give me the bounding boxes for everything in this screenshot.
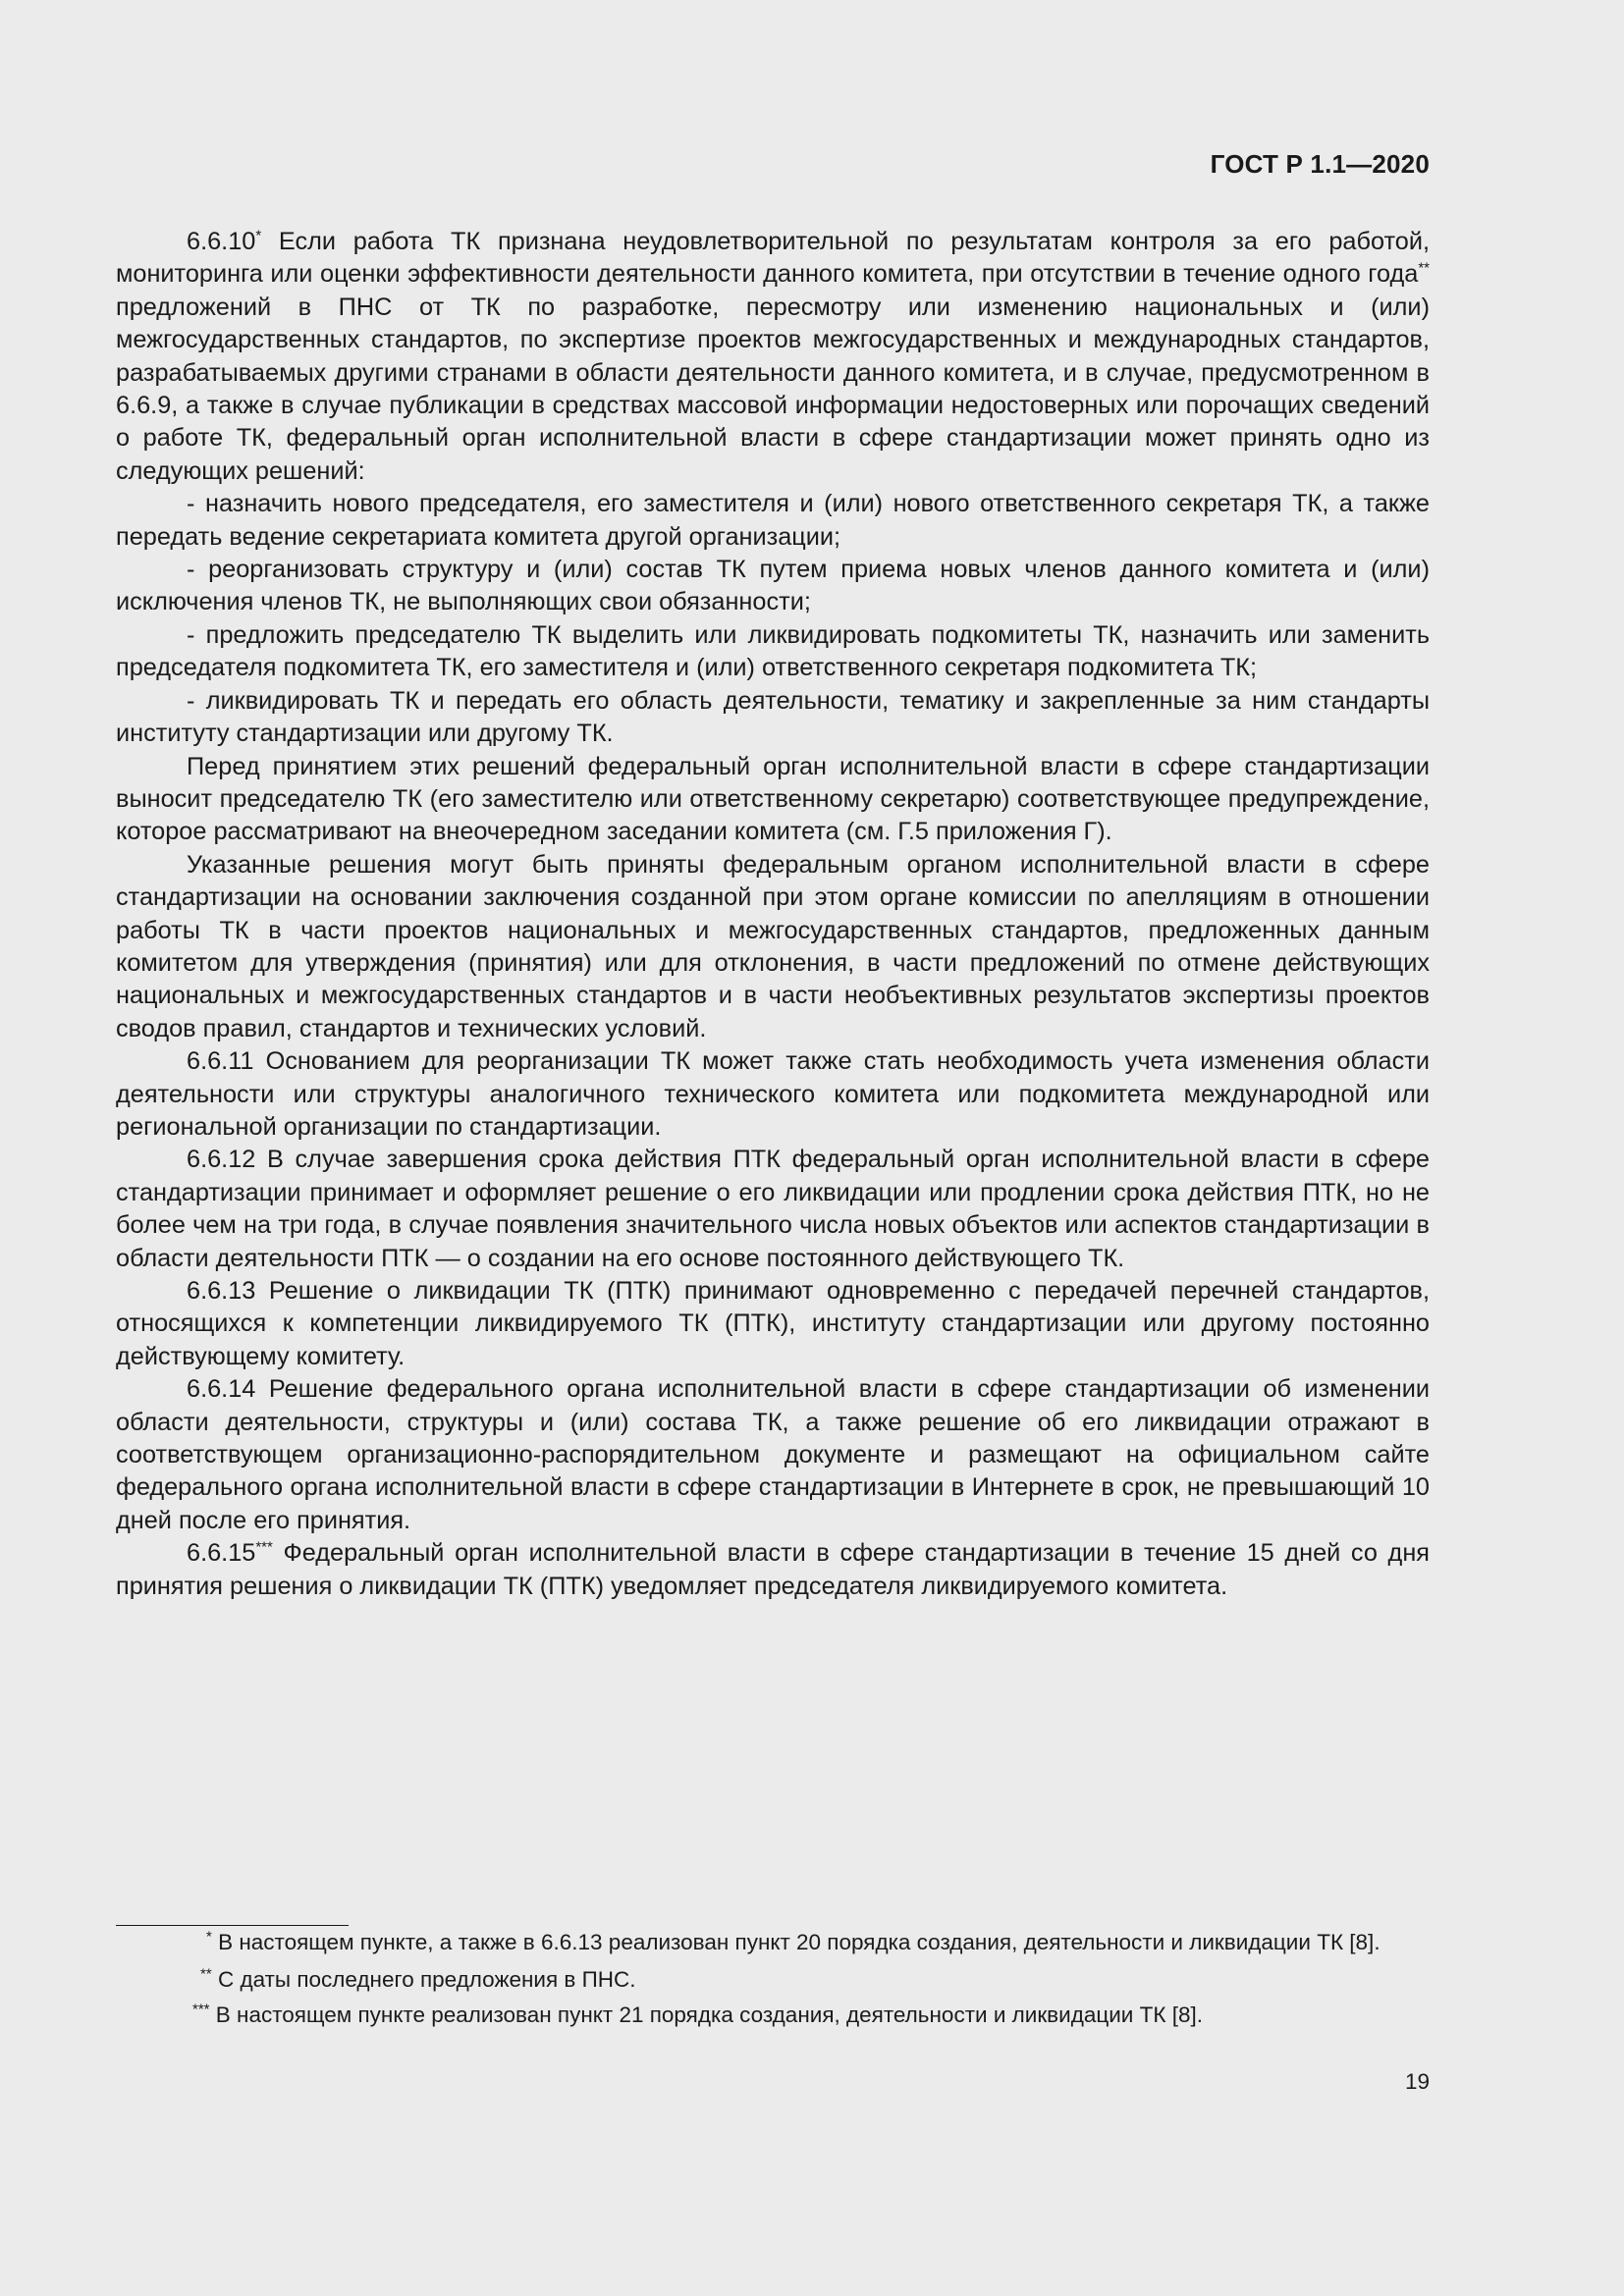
footnote bbox=[116, 1928, 1430, 1957]
list-item: - реорганизовать структуру и (или) состав ТК путем приема новых членов данного комитета и (или) исключения членов ТК, не выполняющих свои обязанности; bbox=[116, 556, 1430, 616]
paragraph: Указанные решения могут быть приняты федеральным органом исполнительной власти в сфере стандартизации на основании заключения созданной при этом органе комиссии по апелляциям в отношении работы ТК в части проектов национальных и межгосударственных стандартов, предложенных данным комитетом для утверждения (принятия) или для отклонения, в части предложений по отмене действующих национальных и межгосударственных стандартов и в части необъективных результатов экспертизы проектов сводов правил, стандартов и технических условий. bbox=[116, 850, 1430, 1042]
clause-number: 6.6.15 bbox=[187, 1539, 256, 1568]
footnote-text: С даты последнего предложения в ПНС. bbox=[211, 1967, 636, 1992]
paragraph: Перед принятием этих решений федеральный орган исполнительной власти в сфере стандартизации выносит председателю ТК (его заместителю или ответственному секретарю) соответствующее предупреждение, которое рассматривают на внеочередном заседании комитета (см. Г.5 приложения Г). bbox=[116, 752, 1430, 846]
footnote-mark: * bbox=[206, 1928, 212, 1946]
list-item: - ликвидировать ТК и передать его область деятельности, тематику и закрепленные за ним стандарты институту стандартизации или другому ТК. bbox=[116, 686, 1430, 748]
paragraph-text: Федеральный орган исполнительной власти в сфере стандартизации в течение 15 дней со дня принятия решения о ликвидации ТК (ПТК) уведомляет председателя ликвидируемого комитета. bbox=[116, 1539, 1430, 1600]
clause-number: 6.6.10 bbox=[187, 228, 256, 255]
list-item: - предложить председателю ТК выделить или ликвидировать подкомитеты ТК, назначить или заменить председателя подкомитета ТК, его заместителя и (или) ответственного секретаря подкомитета ТК; bbox=[116, 620, 1430, 682]
paragraph-6-6-14: 6.6.14 Решение федерального органа исполнительной власти в сфере стандартизации об изменении области деятельности, структуры и (или) состава ТК, а также решение об его ликвидации отражают в соответствующем организационно-распорядительном документе и размещают на официальном сайте федерального органа исполнительной власти в сфере стандартизации в Интернете в срок, не превышающий 10 дней после его принятия. bbox=[116, 1375, 1430, 1534]
paragraph-6-6-11: 6.6.11 Основанием для реорганизации ТК может также стать необходимость учета изменения области деятельности или структуры аналогичного технического комитета или подкомитета международной или региональной организации по стандартизации. bbox=[116, 1047, 1430, 1141]
document-header: ГОСТ Р 1.1—2020 bbox=[1210, 149, 1430, 179]
footnote-text: В настоящем пункте реализован пункт 21 порядка создания, деятельности и ликвидации ТК [8]. bbox=[209, 2002, 1203, 2027]
document-body bbox=[116, 226, 1430, 1603]
footnote-mark: *** bbox=[192, 2001, 210, 2018]
footnote bbox=[116, 2001, 1430, 2030]
footnote-ref: ** bbox=[1418, 259, 1430, 277]
list-item: - назначить нового председателя, его заместителя и (или) нового ответственного секретаря ТК, а также передать ведение секретариата комитета другой организации; bbox=[116, 490, 1430, 551]
paragraph-6-6-13: 6.6.13 Решение о ликвидации ТК (ПТК) принимают одновременно с передачей перечней стандартов, относящихся к компетенции ликвидируемого ТК (ПТК), институту стандартизации или другому постоянно действующему комитету. bbox=[116, 1277, 1430, 1370]
footnote-text: В настоящем пункте, а также в 6.6.13 реализован пункт 20 порядка создания, деятельности и ликвидации ТК [8]. bbox=[211, 1930, 1380, 1954]
footnote-mark: ** bbox=[200, 1965, 212, 1983]
paragraph-text: предложений в ПНС от ТК по разработке, пересмотру или изменению национальных и (или) межгосударственных стандартов, по экспертизе проектов межгосударственных и международных стандартов, разрабатываемых другими странами в области деятельности данного комитета, и в случае, предусмотренном в 6.6.9, а также в случае публикации в средствах массовой информации недостоверных или порочащих сведений о работе ТК, федеральный орган исполнительной власти в сфере стандартизации может принять одно из следующих решений: bbox=[116, 293, 1430, 485]
footnote-ref: *** bbox=[255, 1538, 273, 1556]
paragraph-6-6-10 bbox=[116, 226, 1430, 488]
paragraph-6-6-12: 6.6.12 В случае завершения срока действия ПТК федеральный орган исполнительной власти в сфере стандартизации принимает и оформляет решение о его ликвидации или продлении срока действия ПТК, но не более чем на три года, в случае появления значительного числа новых объектов или аспектов стандартизации в области деятельности ПТК — о создании на его основе постоянного действующего ТК. bbox=[116, 1146, 1430, 1272]
paragraph-6-6-15 bbox=[116, 1537, 1430, 1603]
footnote-separator bbox=[116, 1925, 349, 1926]
footnote-ref: * bbox=[255, 227, 262, 244]
page-number: 19 bbox=[1404, 2069, 1430, 2094]
footnotes bbox=[116, 1928, 1430, 2030]
footnote bbox=[116, 1965, 1430, 1995]
paragraph-text: Если работа ТК признана неудовлетворительной по результатам контроля за его работой, мониторинга или оценки эффективности деятельности данного комитета, при отсутствии в течение одного года bbox=[116, 228, 1430, 289]
